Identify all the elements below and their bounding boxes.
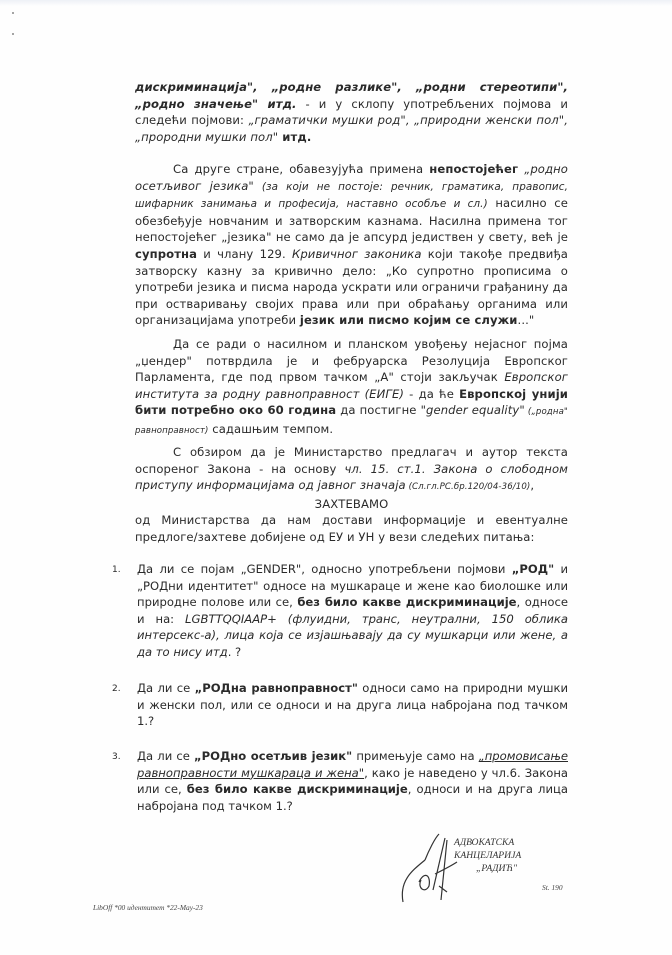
question-item <box>112 561 568 661</box>
questions-list <box>112 680 568 730</box>
text-span: примењује само на <box>352 749 479 763</box>
scan-edge <box>0 0 672 6</box>
questions-list <box>112 561 568 661</box>
questions-list <box>112 748 568 814</box>
text-span: ..." <box>517 313 535 328</box>
text-span: језик или писмо којим се служи <box>299 313 518 328</box>
text-span: и члану 129. <box>197 246 293 261</box>
text-span: „промовисање равноправности мушкараца и жена" <box>137 749 568 780</box>
text-span: „РОДна равноправност" <box>194 681 358 695</box>
question-item <box>112 748 568 814</box>
text-span: LGBTTQQIAAP+ (флуидни, транс, неутрални, 150 облика интерсекс-а), лица која се изјашњавају да су мушкарци или жене, а да то нису итд <box>137 611 568 659</box>
text-span: "gender equality" <box>420 403 525 418</box>
text-span: Кривичног законика <box>292 246 422 261</box>
text-span: без било какве дискриминације <box>297 595 517 610</box>
text-span: („родна" равноправност) <box>135 407 568 436</box>
text-span: (Сл.гл.РС.бр.120/04-36/10) <box>405 482 531 493</box>
paragraph-ministry <box>135 444 568 546</box>
text-span: Да ли се појам „GENDER", односно употребљени појмови <box>137 562 512 576</box>
text-span: који такође предвиђа затворску казну за кривично дело: „Ко супротно прописима о употреби језика и писма народа ускрати или ограничи грађанину да при остваривању својих права или при обраћању органима или организацијама употреби <box>135 246 568 328</box>
stamp-line: „РАДИЋ" <box>476 863 518 874</box>
heading-zahtevamo: ЗАХТЕВАМО <box>314 496 389 511</box>
text-span: Европског института за родну равноправност (ЕИГЕ) <box>135 370 568 401</box>
text-span: (за који не постоје: речник, граматика, правопис, шифарник занимања и професија, наставно особље и сл.) <box>135 180 568 211</box>
text-span: непостојећег <box>429 162 519 176</box>
question-number: 1. <box>112 565 121 575</box>
text-span: . ? <box>227 644 242 659</box>
stamp-line: КАНЦЕЛАРИЈА <box>454 850 522 861</box>
text-span: - да ће <box>404 386 460 401</box>
text-span: - и у склопу употребљених појмова и следећи појмови: <box>135 96 568 128</box>
text-span: чл. 15. ст.1. Закона о слободном приступу информацијама од јавног значаја <box>135 461 569 493</box>
text-span: без било какве дискриминације <box>186 782 408 797</box>
text-span: садашњим темпом. <box>208 421 334 436</box>
text-span: супротна <box>135 246 198 261</box>
text-span: „РОД" <box>511 562 555 576</box>
text-span: „РОДно осетљив језик" <box>194 749 353 763</box>
paragraph-request: од Министарства да нам достави информације и евентуалне предлоге/захтеве добијене од ЕУ и УН у вези следећих питања: <box>135 513 568 544</box>
text-span: насилно се обезбеђује новчаним и затворским казнама. Насилна примена тог непостојећег „језика" не само да је апсурд једиствен у свету, већ је <box>135 196 568 245</box>
text-span: Да се ради о насилном и планском увођењу нејасног појма „џендер" потврдила је и фебруарска Резолуција Европског Парламента, где под првом тачком „А" стоји закључак <box>135 337 568 385</box>
text-span: Да ли се <box>137 749 194 763</box>
punch-mark <box>12 12 14 14</box>
text-span: Са друге стране, обавезујућа примена <box>173 162 430 176</box>
text-span: , односе и на: <box>137 595 568 626</box>
question-item <box>112 680 568 730</box>
text-span: Европској унији бити потребно око 60 година <box>135 386 568 418</box>
text-span: , како је наведено у чл.6. Закона или се, <box>137 765 569 797</box>
paragraph-gender-language <box>135 161 568 329</box>
text-span: итд. <box>278 129 312 144</box>
text-span: Да ли се <box>137 681 195 695</box>
text-span: „родно осетљивог језика" <box>135 162 568 193</box>
question-number: 3. <box>112 752 121 762</box>
law-office-stamp <box>454 836 521 875</box>
text-span: С обзиром да је Министарство предлагач и аутор текста оспореног Закона - на основу <box>135 445 568 476</box>
footer-reference: LibOff *00 идентитет *22-May-23 <box>93 903 203 912</box>
text-span: и „РОДни идентитет" односе на мушкараце и жене као биолошке или природне полове или се, <box>137 562 568 610</box>
text-span: да постигне <box>336 403 421 418</box>
punch-mark <box>12 33 14 35</box>
stamp-line: АДВОКАТСКА <box>454 837 515 848</box>
paragraph-resolution <box>135 336 568 440</box>
text-span: односи само на природни мушки и женски пол, или се односи и на друга лица набројана под тачком 1.? <box>137 681 569 729</box>
text-span: , односи и на друга лица набројана под тачком 1.? <box>137 782 568 813</box>
question-number: 2. <box>112 684 121 694</box>
paragraph-terms <box>135 79 568 145</box>
text-span: , <box>530 478 535 493</box>
text-span: „граматички мушки род", „природни женски пол", „прородни мушки пол" <box>135 113 568 144</box>
page-number: St. 190 <box>542 883 563 892</box>
text-span: дискриминација", „родне разлике", „родни стереотипи", „родно значење" итд. <box>135 80 568 111</box>
